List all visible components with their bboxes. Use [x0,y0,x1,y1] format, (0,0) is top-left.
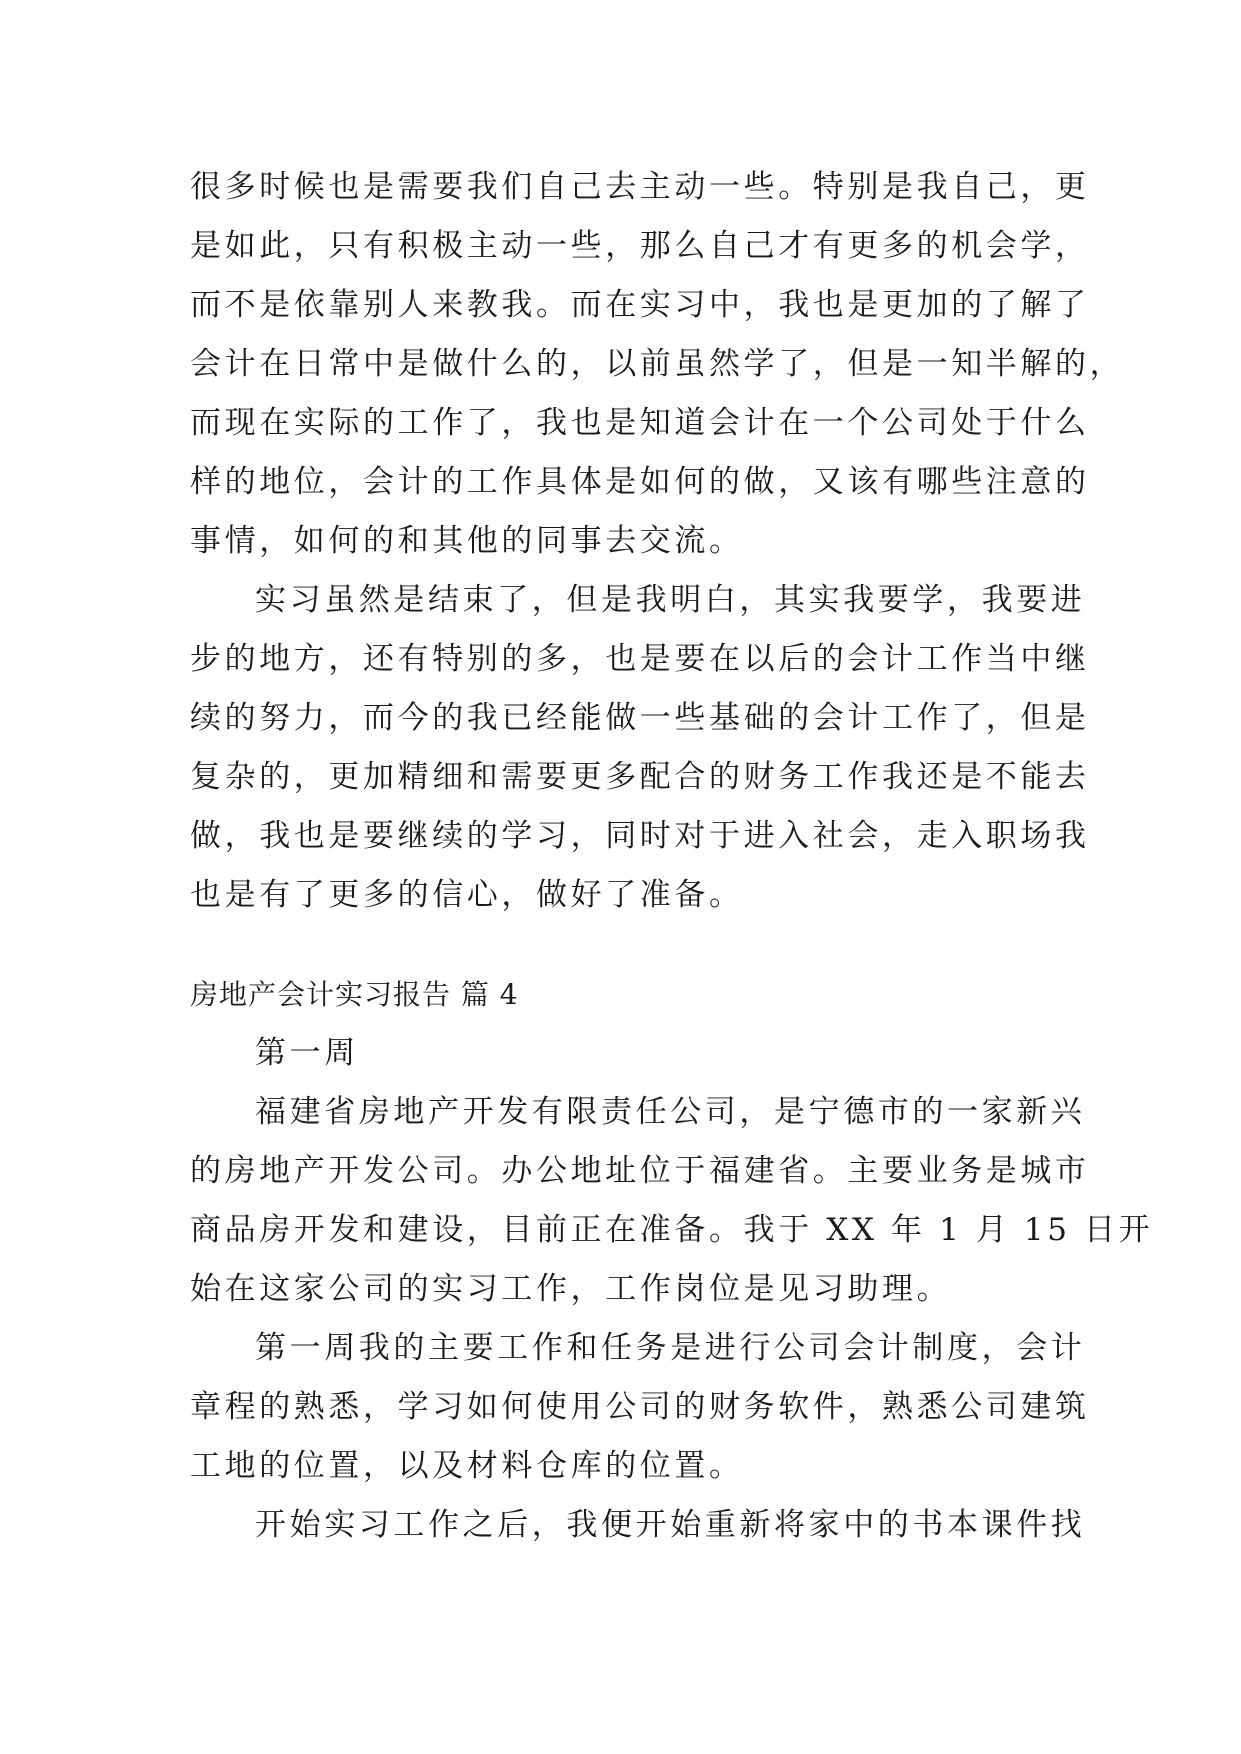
text-line: 也是有了更多的信心，做好了准备。 [190,877,744,913]
text-line: 始在这家公司的实习工作，工作岗位是见习助理。 [190,1271,952,1307]
text-line: 而不是依靠别人来教我。而在实习中，我也是更加的了解了 [190,287,1090,323]
text-line: 工地的位置，以及材料仓库的位置。 [190,1448,744,1484]
section-spacer [190,925,1060,965]
week-label: 第一周 [255,1035,359,1071]
paragraph-week1-tasks [190,1319,1090,1496]
text-line: 是如此，只有积极主动一些，那么自己才有更多的机会学， [190,228,1090,264]
text-line: 做，我也是要继续的学习，同时对于进入社会，走入职场我 [190,818,1090,854]
section-heading: 房地产会计实习报告 篇 4 [190,978,519,1011]
paragraph-company-intro [190,1083,1154,1319]
paragraph-continuation [190,158,1125,571]
text-line: 复杂的，更加精细和需要更多配合的财务工作我还是不能去 [190,759,1090,795]
text-line: 样的地位，会计的工作具体是如何的做，又该有哪些注意的 [190,464,1090,500]
text-line: 实习虽然是结束了，但是我明白，其实我要学，我要进 [255,582,1086,618]
text-line: 续的努力，而今的我已经能做一些基础的会计工作了，但是 [190,700,1090,736]
text-line: 很多时候也是需要我们自己去主动一些。特别是我自己，更 [190,169,1090,205]
text-line: 会计在日常中是做什么的，以前虽然学了，但是一知半解的， [190,346,1125,382]
paragraph-start-work [190,1496,1086,1555]
text-line: 商品房开发和建设，目前正在准备。我于 XX 年 1 月 15 日开 [190,1212,1154,1248]
text-line: 事情，如何的和其他的同事去交流。 [190,523,744,559]
text-line: 步的地方，还有特别的多，也是要在以后的会计工作当中继 [190,641,1090,677]
text-line: 第一周我的主要工作和任务是进行公司会计制度，会计 [255,1330,1086,1366]
text-line: 开始实习工作之后，我便开始重新将家中的书本课件找 [255,1507,1086,1543]
paragraph-conclusion [190,571,1090,925]
document-body [190,158,1154,1555]
text-line: 而现在实际的工作了，我也是知道会计在一个公司处于什么 [190,405,1090,441]
text-line: 章程的熟悉，学习如何使用公司的财务软件，熟悉公司建筑 [190,1389,1090,1425]
text-line: 的房地产开发公司。办公地址位于福建省。主要业务是城市 [190,1153,1090,1189]
text-line: 福建省房地产开发有限责任公司，是宁德市的一家新兴 [255,1094,1086,1130]
